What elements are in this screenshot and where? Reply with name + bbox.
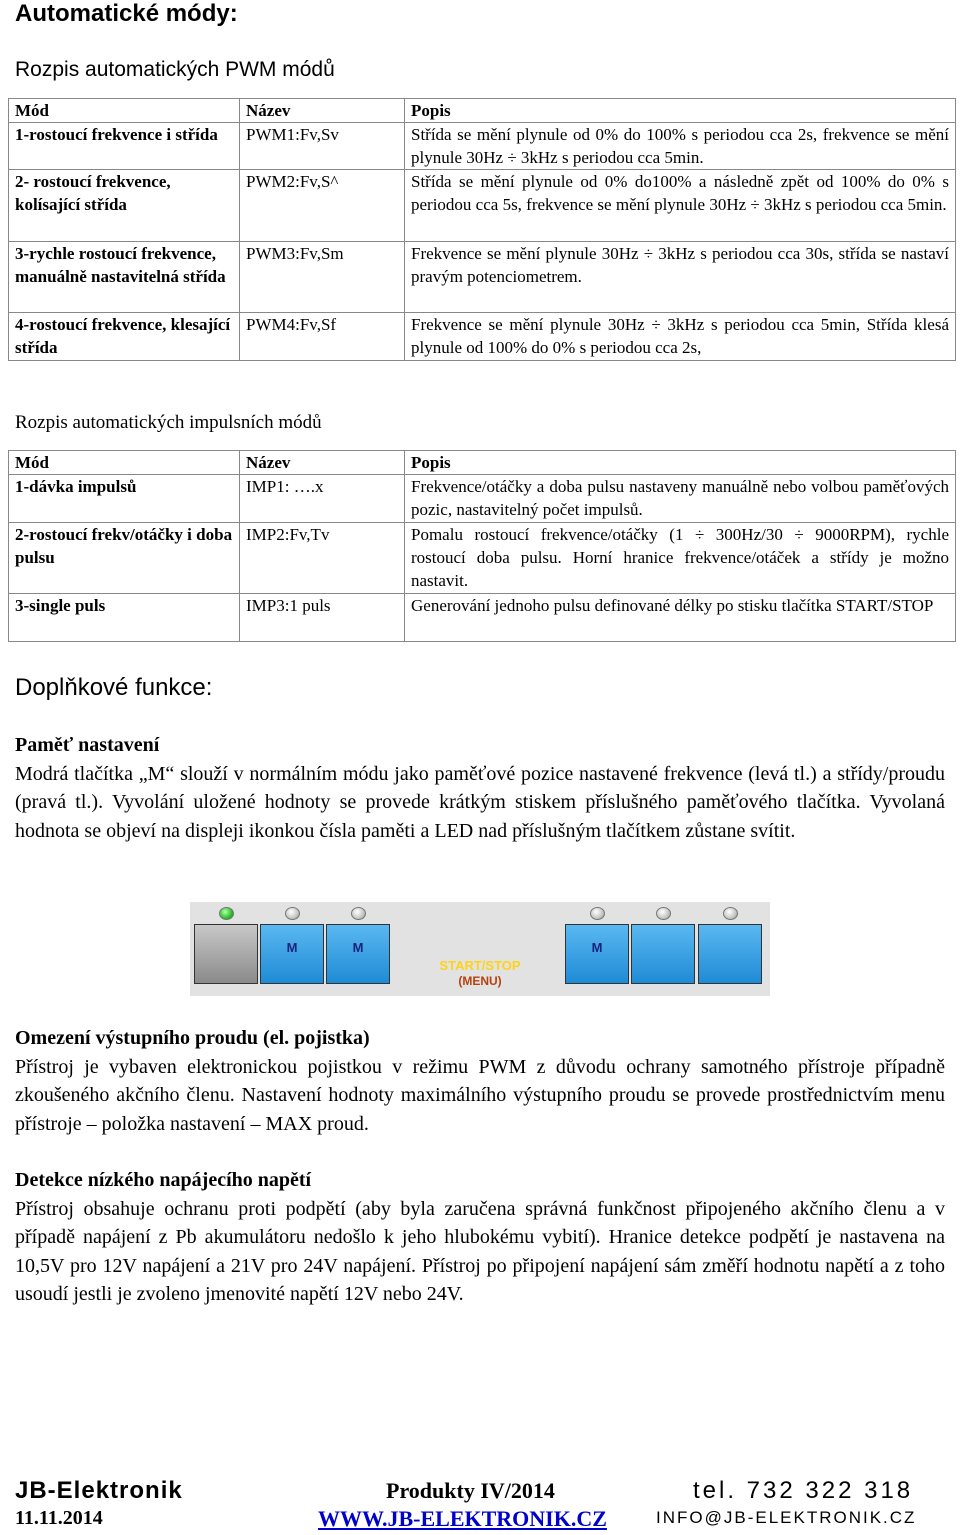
low-voltage-text: Přístroj obsahuje ochranu proti podpětí (aby byla zaručena správná funkčnost připojeného akčního členu a v případě napájení z Pb akumulátoru nedošlo k jeho hlubokému vybití). Hranice detekce podpětí je nastavena na 10,5V pro 12V napájení a 21V pro 24V napájení. Přístroj po připojení napájení sám změří hodnotu napětí a z toho usoudí jestli je zvoleno jmenovité napětí 12V nebo 24V.	[15, 1198, 945, 1306]
led-indicator	[351, 907, 366, 920]
page-title: Automatické módy:	[15, 0, 238, 27]
name-cell: IMP3:1 puls	[240, 594, 405, 642]
footer-catalog: Produkty IV/2014	[386, 1478, 555, 1503]
table-row	[9, 170, 956, 242]
button-panel-image	[190, 902, 770, 996]
memory-label: M	[591, 940, 603, 955]
panel-button	[631, 924, 695, 984]
table-row	[9, 123, 956, 170]
panel-button	[194, 924, 258, 984]
footer-date: 11.11.2014	[15, 1507, 103, 1529]
memory-button	[326, 924, 390, 984]
column-header-name: Název	[240, 451, 405, 475]
table-row	[9, 313, 956, 361]
extra-functions-heading: Doplňkové funkce:	[15, 674, 213, 701]
impulse-modes-table	[8, 450, 956, 642]
description-cell: Střída se mění plynule od 0% do 100% s periodou cca 2s, frekvence se mění plynule 30Hz ÷ 3kHz s periodou cca 5min.	[405, 123, 956, 170]
table-header-row	[9, 99, 956, 123]
name-cell: PWM3:Fv,Sm	[240, 242, 405, 313]
memory-label: M	[352, 940, 364, 955]
led-indicator	[285, 907, 300, 920]
name-cell: PWM4:Fv,Sf	[240, 313, 405, 361]
led-indicator	[219, 907, 234, 920]
column-header-mode: Mód	[9, 99, 240, 123]
table-row	[9, 594, 956, 642]
current-limit-heading: Omezení výstupního proudu (el. pojistka)	[15, 1027, 370, 1049]
description-cell: Střída se mění plynule od 0% do100% a následně zpět od 100% do 0% s periodou cca 5s, frekvence se mění plynule 30Hz ÷ 3kHz s periodou cca 5min.	[405, 170, 956, 242]
table-row	[9, 242, 956, 313]
name-cell: PWM1:Fv,Sv	[240, 123, 405, 170]
pwm-section-heading: Rozpis automatických PWM módů	[15, 58, 335, 81]
memory-label: M	[286, 940, 298, 955]
impulse-section-heading: Rozpis automatických impulsních módů	[15, 412, 322, 433]
mode-cell: 2- rostoucí frekvence, kolísající střída	[9, 170, 240, 242]
footer-phone: tel. 732 322 318	[693, 1477, 914, 1504]
description-cell: Frekvence se mění plynule 30Hz ÷ 3kHz s periodou cca 30s, střída se nastaví pravým potenciometrem.	[405, 242, 956, 313]
column-header-description: Popis	[405, 99, 956, 123]
table-row	[9, 475, 956, 523]
description-cell: Frekvence se mění plynule 30Hz ÷ 3kHz s periodou cca 5min, Střída klesá plynule od 100% do 0% s periodou cca 2s,	[405, 313, 956, 361]
start-stop-label: START/STOP (MENU)	[439, 958, 521, 988]
footer-website-link[interactable]: WWW.JB-ELEKTRONIK.CZ	[318, 1506, 607, 1531]
memory-button	[565, 924, 629, 984]
table-header-row	[9, 451, 956, 475]
low-voltage-heading: Detekce nízkého napájecího napětí	[15, 1169, 312, 1191]
led-indicator	[723, 907, 738, 920]
memory-heading: Paměť nastavení	[15, 734, 160, 756]
description-cell: Generování jednoho pulsu definované délky po stisku tlačítka START/STOP	[405, 594, 956, 642]
column-header-description: Popis	[405, 451, 956, 475]
led-indicator	[656, 907, 671, 920]
mode-cell: 1-dávka impulsů	[9, 475, 240, 523]
mode-cell: 4-rostoucí frekvence, klesající střída	[9, 313, 240, 361]
mode-cell: 2-rostoucí frekv/otáčky i doba pulsu	[9, 523, 240, 594]
description-cell: Frekvence/otáčky a doba pulsu nastaveny manuálně nebo volbou paměťových pozic, nastavitelný počet impulsů.	[405, 475, 956, 523]
name-cell: IMP2:Fv,Tv	[240, 523, 405, 594]
pwm-modes-table	[8, 98, 956, 361]
memory-button	[260, 924, 324, 984]
current-limit-text: Přístroj je vybaven elektronickou pojistkou v režimu PWM z důvodu ochrany samotného přístroje případně zkoušeného akčního členu. Nastavení hodnoty maximálního výstupního proudu se provede prostřednictvím menu přístroje – položka nastavení – MAX proud.	[15, 1056, 945, 1135]
led-indicator	[590, 907, 605, 920]
column-header-mode: Mód	[9, 451, 240, 475]
mode-cell: 3-single puls	[9, 594, 240, 642]
column-header-name: Název	[240, 99, 405, 123]
footer-email[interactable]: INFO@JB-ELEKTRONIK.CZ	[656, 1508, 917, 1527]
panel-button	[698, 924, 762, 984]
mode-cell: 1-rostoucí frekvence i střída	[9, 123, 240, 170]
footer-company: JB-Elektronik	[15, 1477, 183, 1504]
memory-text: Modrá tlačítka „M“ slouží v normálním módu jako paměťové pozice nastavené frekvence (levá tl.) a střídy/proudu (pravá tl.). Vyvolání uložené hodnoty se provede krátkým stiskem příslušného paměťového tlačítka. Vyvolaná hodnota se objeví na displeji ikonkou čísla paměti a LED nad příslušným tlačítkem zůstane svítit.	[15, 763, 945, 842]
name-cell: PWM2:Fv,S^	[240, 170, 405, 242]
name-cell: IMP1: ….x	[240, 475, 405, 523]
table-row	[9, 523, 956, 594]
mode-cell: 3-rychle rostoucí frekvence, manuálně nastavitelná střída	[9, 242, 240, 313]
description-cell: Pomalu rostoucí frekvence/otáčky (1 ÷ 300Hz/30 ÷ 9000RPM), rychle rostoucí doba pulsu. Horní hranice frekvence/otáček a střídy je možno nastavit.	[405, 523, 956, 594]
